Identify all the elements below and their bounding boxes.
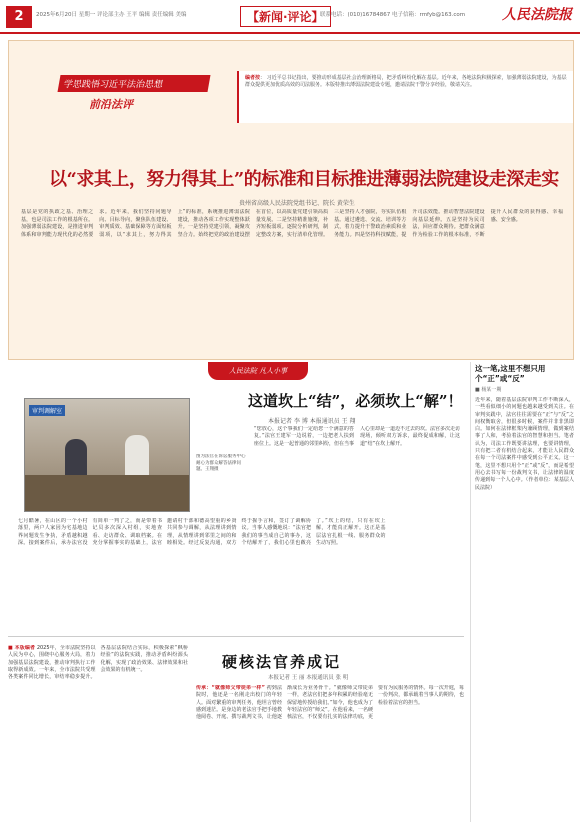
column-sub-title: 前沿法评 (89, 98, 133, 111)
photo-desk (25, 475, 189, 511)
feature-article (8, 362, 464, 632)
sidebar-title: 这一笔,这里不想只用个“正”或“反” (475, 364, 546, 383)
editor-note-text: 习近平总书记指出，要推动形成基层社会治理新格局，把矛盾纠纷化解在基层。近年来，各地法院积极探索，加强薄弱法院建设，为基层群众提供更加优质高效的司法服务。本版特推出薄弱法院建设专题，邀请法院干警分享经验，敬请关注。 (245, 75, 567, 89)
feature-byline: 本报记者 李 博 本报通讯员 王 翔 (268, 418, 356, 425)
editor-note: 编者按： 习近平总书记指出，要推动形成基层社会治理新格局，把矛盾纠纷化解在基层。近年来，各地法院积极探索，加强薄弱法院建设，为基层群众提供更加优质高效的司法服务。本版特推出薄弱法院建设专题，邀请法院干警分享经验，敬请关注。 (237, 71, 573, 123)
header-meta-right: 联系电话：(010)16784867 电子信箱：rmfyb@163.com (320, 12, 466, 18)
feature-headline: 这道坎上“结”，必须坎上“解”！ (248, 392, 463, 410)
feature-body-top: “您放心，这个事我们一定给您一个满意的答复。”法官王建军一边说着，一边把老人扶到座位上。这是一起普通的邻里纠纷，但在当事人心里却是一道迈不过去的坎。法官多次走访现场，倾听双方诉求，最终促成和解，让这道“结”在坎上解开。 (254, 426, 460, 447)
sidebar-author: ■ 杨某一期 (475, 387, 502, 393)
bottom-byline: 本报记者 王 丽 本报通讯员 张 明 (268, 675, 349, 681)
column-main-title: 学思践悟习近平法治思想 (58, 75, 211, 92)
bottom-left-article (8, 645, 188, 823)
masthead-logo: 人民法院报 (502, 7, 572, 23)
bottom-body (196, 685, 464, 823)
sidebar-commentary (470, 362, 574, 822)
bottom-subhead: 传承：“就像师父带徒弟一样” (196, 685, 265, 691)
page-header (0, 0, 580, 34)
bottom-headline: 硬核法官养成记 (222, 653, 342, 671)
bottom-section (8, 636, 464, 824)
sidebar-body: 近年来，随着基层法院审判工作不断深入，一些看似细小的问题也越来越受到关注。在审判实践中，法官往往需要在“正”与“反”之间权衡取舍，但很多时候，案件并非非黑即白。如何在法律框架内兼顾情理，做到案结事了人和，考验着法官的智慧和担当。笔者认为，司法工作既要讲法理，也要讲情理，只有把二者有机结合起来，才能让人民群众在每一个司法案件中感受到公平正义。这一笔，这里不想只用个“正”或“反”，而是希望用心去书写每一份裁判文书，让法律的温度传递到每一个人心中。（作者单位：某基层人民法院） (475, 397, 574, 491)
lead-body: 基层是党的执政之基、治理之基，也是司法工作的根基所在。加强薄弱法院建设，是推进审判体系和审判能力现代化的必然要求。近年来，我们坚持问题导向、目标导向，聚焦队伍建设、审判质效、基础保障等方面短板弱项，以“求其上，努力得其上”的标准，系统推进薄弱法院建设，推动各项工作实现整体跃升。一是坚持党建引领，凝聚攻坚合力。始终把党的政治建设摆在首位，以高质量党建引领高质量发展。二是坚持精准施策，补齐短板弱项。逐院分析研判，制定整改方案，实行清单化管理。三是坚持人才强院，夯实队伍根基。通过遴选、交流、培训等方式，着力提升干警政治素质和业务能力。四是坚持科技赋能，提升司法效能。推动智慧法院建设向基层延伸。五是坚持为民司法，回应群众期待。把群众满意作为检验工作的根本标准，不断提升人民群众的获得感、幸福感、安全感。 (21, 209, 563, 238)
photo-caption: 图为法官在诉讼服务中心耐心为群众解答法律问题。王翔摄 (196, 454, 246, 473)
editor-note-label: 编者按 (245, 75, 261, 81)
bottom-left-tag: ■ 本版编者 (8, 645, 36, 651)
feature-photo (24, 398, 190, 512)
header-meta-left: 2025年6月20日 星期一 评论部主办 王平 编辑 责任编辑 美编 (36, 12, 187, 18)
lead-headline: 以“求其上，努力得其上”的标准和目标推进薄弱法院建设走深走实 (49, 169, 559, 190)
bottom-left-body: 2025年，全市法院坚持以人民为中心，围绕中心服务大局，着力加强基层法院建设，推动审判执行工作取得新成效。一年来，全市法院共受理各类案件同比增长，审结率稳步提升。各基层法院结合实际，积极探索“枫桥经验”的法院实践，推动矛盾纠纷源头化解，实现了政治效果、法律效果和社会效果的有机统一。 (8, 645, 188, 681)
feature-column-label: 人民法院 凡人小事 (208, 362, 308, 380)
feature-body: 七月酷暑，在山区的一个小村落里，两户人家因为宅基地边界问题发生争执，矛盾越积越深。接到案件后，承办法官没有简单一判了之，而是带着书记员多次深入村组，实地查看、走访群众、调取档案。在充分掌握事实的基础上，法官邀请村干部和德高望重的乡贤共同参与调解，从法理讲到情理，从情理讲到邻里之间的和睦相处。经过反复沟通，双方终于握手言和，签订了调解协议。当事人感慨地说：“法官把我们的事当成自己的事办，这个结解开了，我们心里也敞亮了。”坎上的结，只有在坎上解，才能真正解开。这正是基层法官扎根一线、服务群众的生动写照。 (18, 518, 386, 547)
column-badge (59, 75, 209, 121)
lead-byline: 贵州省高级人民法院党组书记、院长 黄荣生 (239, 200, 355, 207)
photo-sign: 审判调解室 (29, 405, 65, 416)
bottom-body-text: 初到法院时，他还是一名刚走出校门的年轻人。面对繁重的审判任务，他坦言曾经感到迷茫。是身边的老法官手把手地教他阅卷、开庭、撰写裁判文书，让他逐渐成长为业务骨干。“就像师父带徒弟一样，老法官们把多年积累的经验毫无保留地传授给我们。”如今，他也成为了年轻法官的“师父”。在他看来，一名硬核法官，不仅要有扎实的法律功底，更要有为民服务的情怀。每一次开庭，每一份判决，都承载着当事人的期待，也检验着法官的担当。 (196, 685, 464, 721)
lead-article (8, 40, 574, 360)
page-number: 2 (6, 6, 32, 28)
section-title: 【新闻·评论】 (240, 6, 331, 27)
